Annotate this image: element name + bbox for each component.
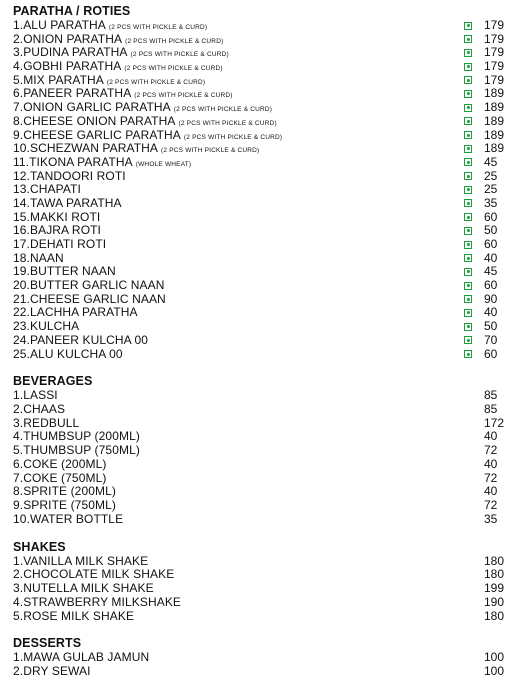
menu-item [13,115,513,129]
item-price: 35 [484,195,498,210]
item-name: 3.PUDINA PARATHA [13,45,128,60]
item-price: 40 [484,456,498,471]
item-price: 180 [484,553,505,568]
item-name: 24.PANEER KULCHA 00 [13,332,149,347]
item-note: (2 PCS WITH PICKLE & CURD) [173,106,273,114]
item-price: 100 [484,650,505,665]
menu-item [13,265,513,279]
menu-item [13,444,513,458]
veg-mark-icon [464,90,472,98]
veg-mark-icon [464,336,472,344]
menu-item [13,46,513,60]
menu-item [13,403,513,417]
item-name: 20.BUTTER GARLIC NAAN [13,278,165,293]
veg-mark-icon [464,131,472,139]
items-beverages [13,389,513,527]
item-price: 60 [484,346,498,361]
item-name: 4.STRAWBERRY MILKSHAKE [13,594,182,609]
veg-mark-icon [464,282,472,290]
menu-item [13,348,513,362]
item-name: 7.COKE (750ML) [13,470,107,485]
item-name: 2.ONION PARATHA [13,31,123,46]
item-price: 179 [484,31,505,46]
menu-item [13,610,513,624]
menu-item [13,665,513,679]
item-price: 50 [484,319,498,334]
item-name: 18.NAAN [13,250,64,265]
menu-item [13,651,513,665]
item-name: 21.CHEESE GARLIC NAAN [13,291,166,306]
item-price: 90 [484,291,498,306]
section-desserts [13,635,513,679]
item-name: 3.NUTELLA MILK SHAKE [13,581,154,596]
menu-item [13,170,513,184]
item-price: 72 [484,470,498,485]
item-price: 70 [484,332,498,347]
item-name: 6.COKE (200ML) [13,456,107,471]
item-note: (2 PCS WITH PICKLE & CURD) [125,37,224,45]
item-name: 3.REDBULL [13,415,80,430]
item-name: 1.ALU PARATHA [13,18,106,32]
section-beverages [13,373,513,527]
item-name: 2.CHAAS [13,401,66,416]
menu-item [13,183,513,197]
item-price: 199 [484,581,505,596]
item-name: 9.CHEESE GARLIC PARATHA [13,127,181,142]
menu-item [13,74,513,88]
veg-mark-icon [464,22,472,30]
item-note: (2 PCS WITH PICKLE & CURD) [108,24,208,31]
menu-item [13,596,513,610]
veg-mark-icon [464,76,472,84]
veg-mark-icon [464,186,472,194]
item-price: 72 [484,443,498,458]
item-name: 10.SCHEZWAN PARATHA [13,141,159,156]
item-note: (2 PCS WITH PICKLE & CURD) [124,65,223,73]
menu-item [13,513,513,527]
menu-item [13,224,513,238]
menu-item [13,211,513,225]
veg-mark-icon [464,35,472,43]
item-price: 179 [484,72,505,87]
section-paratha-roties [13,3,513,361]
veg-mark-icon [464,268,472,276]
veg-mark-icon [464,227,472,235]
item-price: 179 [484,45,505,60]
veg-mark-icon [464,254,472,262]
item-name: 5.THUMBSUP (750ML) [13,443,140,458]
item-name: 13.CHAPATI [13,182,81,197]
item-name: 19.BUTTER NAAN [13,264,116,279]
veg-mark-icon [464,295,472,303]
item-price: 179 [484,59,505,74]
veg-mark-icon [464,145,472,153]
item-name: 25.ALU KULCHA 00 [13,346,123,361]
section-title: SHAKES [13,539,66,554]
item-name: 7.ONION GARLIC PARATHA [13,100,171,115]
item-name: 23.KULCHA [13,319,80,334]
menu-item [13,430,513,444]
item-price: 189 [484,113,505,128]
menu-item [13,60,513,74]
item-note: (2 PCS WITH PICKLE & CURD) [106,78,206,86]
item-name: 5.MIX PARATHA [13,72,104,87]
item-name: 6.PANEER PARATHA [13,86,132,101]
item-price: 189 [484,100,505,115]
item-name: 4.GOBHI PARATHA [13,59,122,74]
item-name: 12.TANDOORI ROTI [13,168,126,183]
item-name: 1.LASSI [13,388,58,403]
section-title: DESSERTS [13,636,82,651]
item-price: 40 [484,429,498,444]
menu-item [13,156,513,170]
items-shakes [13,555,513,624]
veg-mark-icon [464,117,472,125]
veg-mark-icon [464,323,472,331]
item-name: 2.CHOCOLATE MILK SHAKE [13,567,175,582]
item-note: (2 PCS WITH PICKLE & CURD) [178,119,277,127]
veg-mark-icon [464,309,472,317]
menu-item [13,142,513,156]
menu-item [13,485,513,499]
menu-item [13,238,513,252]
item-name: 17.DEHATI ROTI [13,237,107,251]
item-price: 189 [484,141,505,156]
menu-item [13,417,513,431]
menu-item [13,582,513,596]
item-name: 1.MAWA GULAB JAMUN [13,650,150,665]
items-paratha [13,19,513,361]
item-note: (2 PCS WITH PICKLE & CURD) [134,92,233,100]
item-name: 11.TIKONA PARATHA [13,154,133,169]
item-name: 16.BAJRA ROTI [13,223,101,238]
item-price: 50 [484,223,498,238]
item-name: 15.MAKKI ROTI [13,209,101,224]
menu-item [13,197,513,211]
veg-mark-icon [464,172,472,180]
item-name: 2.DRY SEWAI [13,664,91,679]
item-price: 45 [484,154,498,169]
item-price: 100 [484,664,505,679]
menu-item [13,279,513,293]
veg-mark-icon [464,213,472,221]
item-name: 10.WATER BOTTLE [13,511,124,526]
section-title: PARATHA / ROTIES [13,4,131,18]
menu-item [13,19,513,33]
menu [13,3,513,679]
menu-item [13,33,513,47]
menu-item [13,499,513,513]
item-price: 179 [484,18,505,32]
menu-item [13,293,513,307]
item-price: 25 [484,182,498,197]
menu-item [13,320,513,334]
menu-item [13,87,513,101]
menu-item [13,555,513,569]
item-name: 8.SPRITE (200ML) [13,484,116,499]
item-note: (2 PCS WITH PICKLE & CURD) [183,133,283,141]
menu-item [13,458,513,472]
item-price: 180 [484,608,505,623]
menu-item [13,306,513,320]
item-note: (2 PCS WITH PICKLE & CURD) [130,51,229,59]
item-price: 40 [484,250,498,265]
item-name: 8.CHEESE ONION PARATHA [13,113,176,128]
item-price: 85 [484,401,498,416]
veg-mark-icon [464,104,472,112]
section-shakes [13,539,513,624]
item-price: 189 [484,86,505,101]
item-name: 4.THUMBSUP (200ML) [13,429,140,444]
item-price: 40 [484,305,498,320]
veg-mark-icon [464,241,472,249]
item-name: 9.SPRITE (750ML) [13,498,116,513]
menu-item [13,568,513,582]
item-price: 190 [484,594,505,609]
item-name: 22.LACHHA PARATHA [13,305,138,320]
veg-mark-icon [464,63,472,71]
section-title: BEVERAGES [13,374,93,389]
veg-mark-icon [464,158,472,166]
item-name: 14.TAWA PARATHA [13,195,122,210]
veg-mark-icon [464,49,472,57]
item-price: 172 [484,415,505,430]
menu-item [13,334,513,348]
item-note: (2 PCS WITH PICKLE & CURD) [161,147,260,155]
menu-item [13,252,513,266]
menu-item [13,129,513,143]
item-price: 189 [484,127,505,142]
menu-item [13,101,513,115]
item-note: (WHOLE WHEAT) [135,160,192,168]
item-price: 60 [484,237,498,251]
item-price: 45 [484,264,498,279]
item-price: 72 [484,498,498,513]
veg-mark-icon [464,350,472,358]
item-price: 180 [484,567,505,582]
item-price: 60 [484,209,498,224]
item-price: 85 [484,388,498,403]
item-price: 60 [484,278,498,293]
veg-mark-icon [464,199,472,207]
item-price: 35 [484,511,498,526]
item-price: 25 [484,168,498,183]
item-name: 5.ROSE MILK SHAKE [13,608,135,623]
menu-item [13,472,513,486]
items-desserts [13,651,513,679]
item-name: 1.VANILLA MILK SHAKE [13,553,149,568]
menu-item [13,389,513,403]
item-price: 40 [484,484,498,499]
